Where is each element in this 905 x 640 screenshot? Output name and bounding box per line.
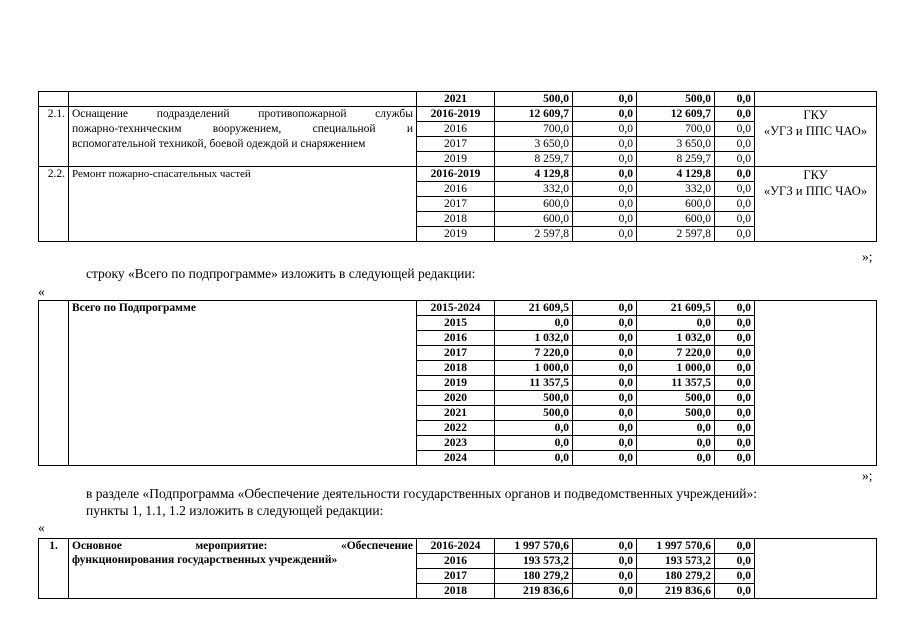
other-cell: 0,0 (715, 331, 755, 346)
other-cell: 0,0 (715, 436, 755, 451)
fed-cell: 0,0 (573, 451, 637, 466)
federal-cell: 0,0 (573, 92, 637, 107)
reg-cell: 11 357,5 (637, 376, 715, 391)
total-cell: 500,0 (495, 406, 573, 421)
year-cell: 2015 (417, 316, 495, 331)
table-row: 2.2. Ремонт пожарно-спасательных частей 2016-2019 4 129,8 0,0 4 129,8 0,0 ГКУ «УГЗ и ППС ЧАО» (39, 167, 877, 182)
year-cell: 2016 (417, 331, 495, 346)
table-row: 2017 600,0 0,0 600,0 0,0 (39, 197, 877, 212)
instruction-text: строку «Всего по подпрограмме» изложить в следующей редакции: (86, 266, 476, 281)
item-number: 1. (39, 539, 69, 599)
table-row: 2.1. Оснащение подразделений противопожарной службы пожарно-техническим вооружением, специальной и вспомогательной техникой, боевой одеждой и снаряжением 2016-2019 12 609,7 0,0 12 609,7 0,0 ГКУ «УГЗ и ППС ЧАО» (39, 107, 877, 122)
reg-cell: 21 609,5 (637, 301, 715, 316)
reg-cell: 0,0 (637, 451, 715, 466)
opening-quote: « (38, 520, 45, 535)
reg-cell: 0,0 (637, 436, 715, 451)
reg-cell: 1 032,0 (637, 331, 715, 346)
fed-cell: 0,0 (573, 346, 637, 361)
table-row: 2019 2 597,8 0,0 2 597,8 0,0 (39, 227, 877, 242)
total-cell: 500,0 (495, 391, 573, 406)
year-cell: 2019 (417, 376, 495, 391)
fed-cell: 0,0 (573, 406, 637, 421)
total-cell: 1 000,0 (495, 361, 573, 376)
year-cell: 2021 (417, 92, 495, 107)
fed-cell: 0,0 (573, 436, 637, 451)
closing-quote: »; (862, 249, 873, 264)
subprogram-total-table (38, 300, 877, 466)
reg-cell: 500,0 (637, 406, 715, 421)
fed-cell: 0,0 (573, 301, 637, 316)
total-cell: 0,0 (495, 436, 573, 451)
fed-cell: 0,0 (573, 376, 637, 391)
measures-table-section-2 (38, 91, 877, 242)
fed-cell: 0,0 (573, 361, 637, 376)
total-cell: 1 032,0 (495, 331, 573, 346)
other-cell: 0,0 (715, 421, 755, 436)
total-cell: 500,0 (495, 92, 573, 107)
table-row: 1. Основное мероприятие: «Обеспечение функционирования государственных учреждений» 2016-2024 1 997 570,6 0,0 1 997 570,6 0,0 (39, 539, 877, 554)
subprogram-total-label: Всего по Подпрограмме (69, 301, 417, 466)
item-name: Оснащение подразделений противопожарной службы пожарно-техническим вооружением, специальной и вспомогательной техникой, боевой одеждой и снаряжением (69, 107, 417, 167)
reg-cell: 0,0 (637, 316, 715, 331)
reg-cell: 500,0 (637, 391, 715, 406)
table-row (39, 301, 877, 316)
year-cell: 2023 (417, 436, 495, 451)
total-cell: 0,0 (495, 421, 573, 436)
year-cell: 2018 (417, 361, 495, 376)
measures-table-subprogram-agencies (38, 538, 877, 599)
total-cell: 7 220,0 (495, 346, 573, 361)
other-cell: 0,0 (715, 92, 755, 107)
item-number: 2.1. (39, 107, 69, 167)
fed-cell: 0,0 (573, 331, 637, 346)
other-cell: 0,0 (715, 346, 755, 361)
item-number: 2.2. (39, 167, 69, 242)
other-cell: 0,0 (715, 361, 755, 376)
total-cell: 11 357,5 (495, 376, 573, 391)
item-name: Ремонт пожарно-спасательных частей (69, 167, 417, 242)
fed-cell: 0,0 (573, 391, 637, 406)
table-row: 2018 219 836,6 0,0 219 836,6 0,0 (39, 584, 877, 599)
year-cell: 2017 (417, 346, 495, 361)
reg-cell: 0,0 (637, 421, 715, 436)
table-row (39, 92, 877, 107)
item-name: Основное мероприятие: «Обеспечение функционирования государственных учреждений» (69, 539, 417, 599)
table-row: 2017 3 650,0 0,0 3 650,0 0,0 (39, 137, 877, 152)
other-cell: 0,0 (715, 316, 755, 331)
opening-quote: « (38, 284, 45, 299)
reg-cell: 7 220,0 (637, 346, 715, 361)
regional-cell: 500,0 (637, 92, 715, 107)
year-cell: 2015-2024 (417, 301, 495, 316)
table-row: 2017 180 279,2 0,0 180 279,2 0,0 (39, 569, 877, 584)
other-cell: 0,0 (715, 406, 755, 421)
closing-quote: »; (862, 468, 873, 483)
table-row: 2016 193 573,2 0,0 193 573,2 0,0 (39, 554, 877, 569)
table-row: 2016 700,0 0,0 700,0 0,0 (39, 122, 877, 137)
reg-cell: 1 000,0 (637, 361, 715, 376)
instruction-text: в разделе «Подпрограмма «Обеспечение деятельности государственных органов и подведомственных учреждений»: (86, 486, 758, 501)
other-cell: 0,0 (715, 391, 755, 406)
total-cell: 21 609,5 (495, 301, 573, 316)
other-cell: 0,0 (715, 376, 755, 391)
year-cell: 2020 (417, 391, 495, 406)
other-cell: 0,0 (715, 451, 755, 466)
year-cell: 2024 (417, 451, 495, 466)
fed-cell: 0,0 (573, 421, 637, 436)
table-row: 2019 8 259,7 0,0 8 259,7 0,0 (39, 152, 877, 167)
other-cell: 0,0 (715, 301, 755, 316)
responsible-executor: ГКУ «УГЗ и ППС ЧАО» (755, 167, 877, 242)
year-cell: 2022 (417, 421, 495, 436)
table-row: 2016 332,0 0,0 332,0 0,0 (39, 182, 877, 197)
table-row: 2018 600,0 0,0 600,0 0,0 (39, 212, 877, 227)
responsible-executor: ГКУ «УГЗ и ППС ЧАО» (755, 107, 877, 167)
instruction-text: пункты 1, 1.1, 1.2 изложить в следующей редакции: (86, 503, 384, 518)
year-cell: 2021 (417, 406, 495, 421)
total-cell: 0,0 (495, 451, 573, 466)
total-cell: 0,0 (495, 316, 573, 331)
fed-cell: 0,0 (573, 316, 637, 331)
